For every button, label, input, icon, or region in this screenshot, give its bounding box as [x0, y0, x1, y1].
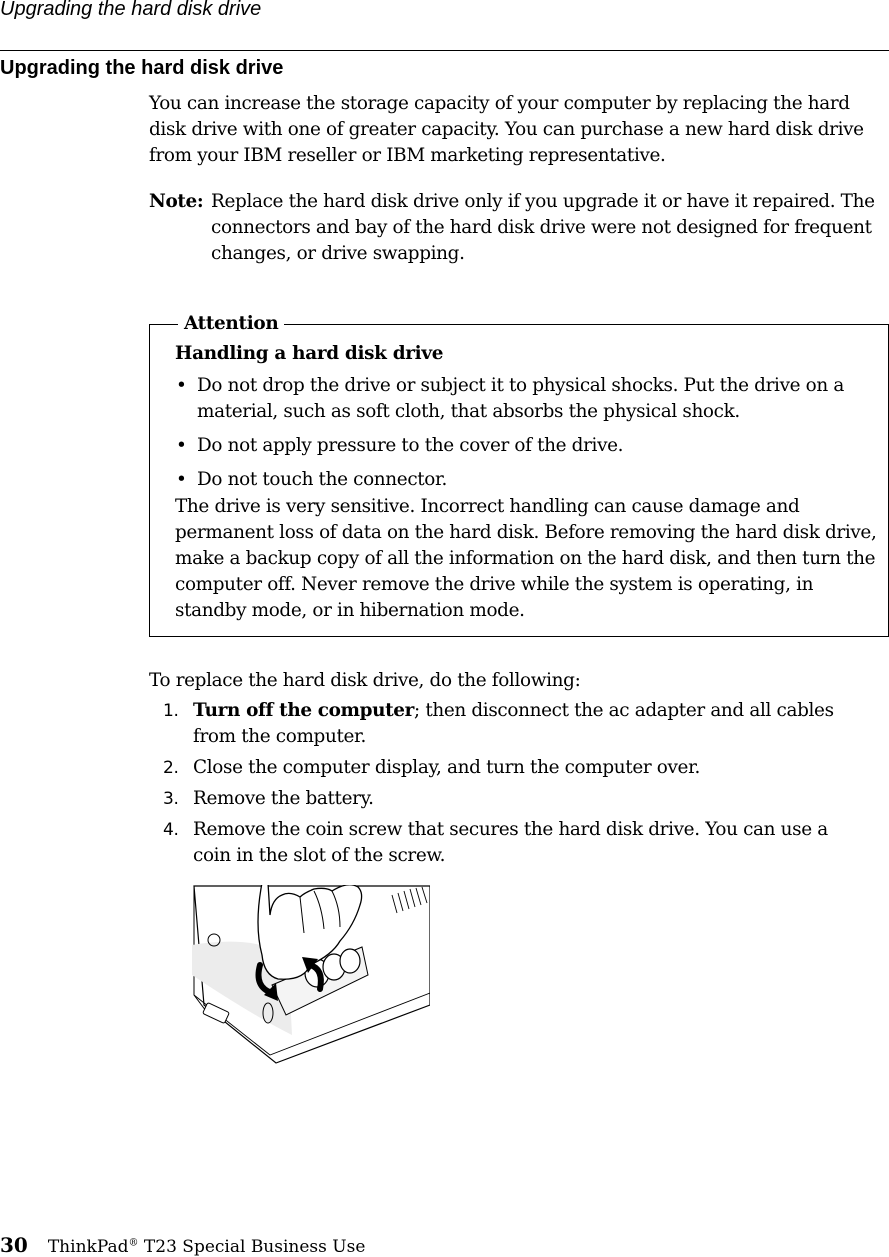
attention-paragraph: The drive is very sensitive. Incorrect handling can cause damage and permanent loss of data on the hard disk. Before removing the hard disk drive, make a backup copy of all the information on the hard disk, and then turn the computer off. Never remove the drive while the system is operating, in standby mode, or in hibernation mode. — [175, 496, 877, 621]
step-item — [149, 755, 869, 781]
step-text: Close the computer display, and turn the computer over. — [193, 757, 701, 778]
running-header: Upgrading the hard disk drive — [0, 0, 262, 20]
step-emphasis: Turn off the computer — [193, 700, 414, 721]
footer-product-rest: T23 Special Business Use — [138, 1237, 366, 1257]
note-text: Replace the hard disk drive only if you upgrade it or have it repaired. The connectors and bay of the hard disk drive were not designed for frequent changes, or drive swapping. — [211, 191, 875, 264]
step-text: Remove the coin screw that secures the hard disk drive. You can use a coin in the slot of the screw. — [193, 819, 828, 866]
step-item — [149, 786, 869, 812]
coin-screw-illustration — [192, 885, 430, 1065]
step-item — [149, 698, 869, 750]
step-item — [149, 817, 869, 869]
page-number: 30 — [0, 1233, 28, 1257]
procedure-steps — [149, 698, 869, 874]
attention-heading: Handling a hard disk drive — [175, 343, 444, 364]
step-text: Remove the battery. — [193, 788, 374, 809]
registered-mark: ® — [128, 1237, 139, 1249]
step-number: 3. — [163, 789, 179, 809]
step-text: ; then disconnect the ac adapter and all cables from the computer. — [193, 700, 834, 747]
step-number: 2. — [163, 758, 179, 778]
intro-paragraph: You can increase the storage capacity of your computer by replacing the hard disk drive with one of greater capacity. You can purchase a new hard disk drive from your IBM reseller or IBM marketing representative. — [149, 93, 864, 166]
header-rule — [0, 50, 889, 51]
note-block — [149, 189, 884, 267]
note-label: Note: — [149, 191, 204, 212]
attention-bullet-list — [175, 373, 875, 501]
step-number: 1. — [163, 701, 179, 721]
page-footer — [0, 1233, 365, 1257]
footer-product: ThinkPad — [47, 1237, 129, 1257]
list-item: • Do not drop the drive or subject it to physical shocks. Put the drive on a material, such as soft cloth, that absorbs the physical shock. — [175, 373, 875, 425]
attention-label: Attention — [178, 312, 284, 336]
attention-box — [149, 313, 889, 637]
procedure-intro: To replace the hard disk drive, do the following: — [149, 670, 581, 691]
section-title: Upgrading the hard disk drive — [0, 57, 284, 79]
list-item: • Do not touch the connector. — [175, 467, 875, 493]
list-item: • Do not apply pressure to the cover of the drive. — [175, 433, 875, 459]
step-number: 4. — [163, 820, 179, 840]
